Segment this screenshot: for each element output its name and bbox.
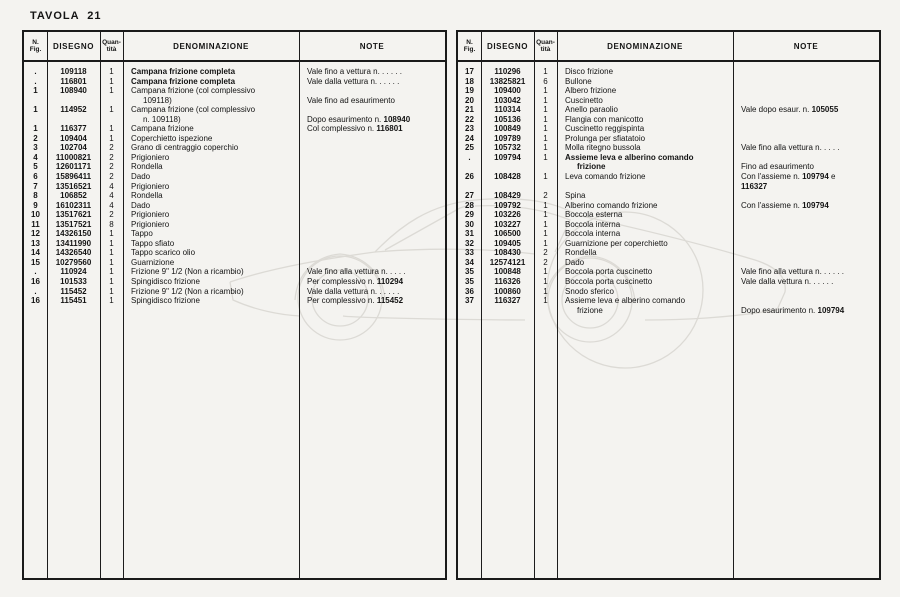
header-denominazione [123, 32, 299, 60]
denominazione-cell: Frizione 9" 1/2 (Non a ricambio) [131, 267, 244, 277]
table-row [24, 86, 445, 96]
qty-cell: 1 [109, 229, 114, 239]
table-row [24, 153, 445, 163]
qty-cell: 1 [109, 86, 114, 96]
table-row [458, 86, 879, 96]
denominazione-cell: Cuscinetto [565, 95, 603, 105]
qty-cell: 2 [109, 162, 114, 172]
table-row [24, 143, 445, 153]
qty-cell: 1 [109, 257, 114, 267]
denominazione-cell: Boccola interna [565, 229, 621, 239]
header-denominazione [557, 32, 733, 60]
disegno-cell: 110924 [60, 267, 87, 277]
denominazione-cell: Campana frizione (col complessivo [131, 86, 256, 96]
denominazione-cell: Alberino comando frizione [565, 200, 658, 210]
denominazione-cell: Boccola porta cuscinetto [565, 267, 653, 277]
table-row [24, 239, 445, 249]
table-row [24, 162, 445, 172]
table-row [458, 258, 879, 268]
qty-cell: 1 [543, 277, 548, 287]
denominazione-cell: Cuscinetto reggispinta [565, 124, 645, 134]
table-row [458, 153, 879, 163]
table-row [24, 134, 445, 144]
header-note-label: NOTE [793, 41, 819, 51]
disegno-cell: 109789 [494, 133, 521, 143]
qty-cell: 1 [543, 238, 548, 248]
table-row [24, 105, 445, 115]
denominazione-cell: Guarnizione per coperchietto [565, 238, 668, 248]
disegno-cell: 115452 [60, 286, 87, 296]
disegno-cell: 106500 [494, 229, 521, 239]
denominazione-cell: n. 109118) [143, 114, 181, 124]
disegno-cell: 115451 [60, 296, 87, 306]
disegno-cell: 101533 [60, 277, 87, 287]
disegno-cell: 116326 [494, 277, 521, 287]
denominazione-cell: Boccola esterna [565, 210, 623, 220]
disegno-cell: 16102311 [55, 200, 92, 210]
qty-cell: 1 [543, 267, 548, 277]
disegno-cell: 13411990 [55, 238, 92, 248]
note-cell: Dopo esaurimento n. 109794 [741, 305, 845, 315]
fig-cell: . [34, 67, 37, 76]
qty-cell: 1 [543, 105, 548, 115]
fig-cell: . [34, 76, 37, 86]
note-cell: Fino ad esaurimento [741, 162, 814, 172]
disegno-cell: 114952 [60, 105, 87, 115]
header-qty [534, 32, 557, 60]
denominazione-cell: Dado [131, 172, 151, 182]
table-row [24, 96, 445, 106]
table-row [458, 67, 879, 77]
header-fig-label: Fig. [463, 46, 476, 53]
disegno-cell: 13825821 [489, 76, 526, 86]
denominazione-cell: Coperchietto ispezione [131, 133, 213, 143]
denominazione-cell: Prigioniero [131, 152, 170, 162]
header-fig-label: Fig. [29, 46, 42, 53]
table-row [24, 124, 445, 134]
disegno-cell: 105732 [494, 143, 521, 153]
note-cell: Per complessivo n. 110294 [307, 277, 404, 287]
header-denominazione-label: DENOMINAZIONE [607, 41, 683, 51]
header-fig-label: N. [466, 38, 473, 46]
header-qty [100, 32, 123, 60]
disegno-cell: 14326150 [55, 229, 92, 239]
parts-table-right [456, 30, 881, 580]
denominazione-cell: Assieme leva e alberino comando [565, 296, 686, 306]
fig-cell: 19 [465, 86, 474, 96]
qty-cell: 2 [543, 191, 548, 201]
header-disegno-label: DISEGNO [486, 41, 529, 51]
qty-cell: 4 [109, 200, 114, 210]
disegno-cell: 109792 [494, 200, 521, 210]
note-cell: Col complessivo n. 116801 [307, 124, 403, 134]
disegno-cell: 102704 [60, 143, 87, 153]
denominazione-cell: Boccola porta cuscinetto [565, 277, 653, 287]
fig-cell: 1 [33, 86, 38, 96]
qty-cell: 1 [109, 267, 114, 277]
fig-cell: 23 [465, 124, 474, 134]
qty-cell: 6 [543, 76, 548, 86]
qty-cell: 1 [543, 219, 548, 229]
header-fig-label: N. [32, 38, 39, 46]
disegno-cell: 116327 [494, 296, 521, 306]
denominazione-cell: Rondella [131, 162, 163, 172]
qty-cell: 1 [543, 67, 548, 76]
denominazione-cell: Tappo sfiato [131, 238, 175, 248]
table-row [458, 306, 879, 316]
disegno-cell: 103042 [494, 95, 521, 105]
table-row [24, 248, 445, 258]
qty-cell: 2 [109, 152, 114, 162]
fig-cell: 4 [33, 152, 38, 162]
fig-cell: 26 [465, 172, 474, 182]
disegno-cell: 109405 [494, 238, 521, 248]
denominazione-cell: Prolunga per sfiatatoio [565, 133, 646, 143]
table-row [24, 115, 445, 125]
fig-cell: 2 [33, 133, 38, 143]
table-row [458, 115, 879, 125]
table-row [458, 134, 879, 144]
table-row [458, 229, 879, 239]
header-disegno [481, 32, 534, 60]
denominazione-cell: Spina [565, 191, 586, 201]
table-body [458, 62, 879, 578]
disegno-cell: 14326540 [55, 248, 92, 258]
table-row [458, 277, 879, 287]
fig-cell: 16 [31, 296, 40, 306]
table-row [458, 77, 879, 87]
disegno-cell: 13517521 [55, 219, 92, 229]
qty-cell: 1 [109, 238, 114, 248]
table-header [458, 32, 879, 62]
disegno-cell: 15896411 [55, 172, 92, 182]
note-cell: Vale dalla vettura n. . . . . . [307, 76, 400, 86]
table-row [24, 172, 445, 182]
qty-cell: 1 [109, 124, 114, 134]
fig-cell: 20 [465, 95, 474, 105]
note-cell: Vale fino alla vettura n. . . . . [307, 267, 406, 277]
qty-cell: 1 [543, 114, 548, 124]
table-row [24, 191, 445, 201]
denominazione-cell: Dado [565, 257, 585, 267]
denominazione-cell: Leva comando frizione [565, 172, 646, 182]
table-row [458, 96, 879, 106]
disegno-cell: 103227 [494, 219, 521, 229]
fig-cell: 37 [465, 296, 474, 306]
qty-cell: 1 [109, 296, 114, 306]
fig-cell: 31 [465, 229, 474, 239]
denominazione-cell: Assieme leva e alberino comando [565, 152, 694, 162]
denominazione-cell: Flangia con manicotto [565, 114, 644, 124]
denominazione-cell: 109118) [143, 95, 172, 105]
denominazione-cell: Guarnizione [131, 257, 175, 267]
note-cell: Vale fino a vettura n. . . . . . [307, 67, 403, 76]
fig-cell: 5 [33, 162, 38, 172]
denominazione-cell: Molla ritegno bussola [565, 143, 641, 153]
fig-cell: 27 [465, 191, 474, 201]
note-cell: Vale fino ad esaurimento [307, 95, 395, 105]
table-row [458, 172, 879, 182]
qty-cell: 2 [109, 210, 114, 220]
qty-cell: 4 [109, 181, 114, 191]
fig-cell: 29 [465, 210, 474, 220]
disegno-cell: 109404 [60, 133, 87, 143]
qty-cell: 1 [543, 95, 548, 105]
disegno-cell: 108429 [494, 191, 521, 201]
denominazione-cell: Tappo [131, 229, 153, 239]
parts-table-left [22, 30, 447, 580]
header-fig [458, 32, 481, 60]
denominazione-cell: Campana frizione completa [131, 67, 236, 76]
denominazione-cell: Rondella [565, 248, 597, 258]
table-row [24, 201, 445, 211]
qty-cell: 1 [109, 277, 114, 287]
denominazione-cell: Prigioniero [131, 219, 170, 229]
denominazione-cell: Rondella [131, 191, 163, 201]
qty-cell: 2 [543, 257, 548, 267]
denominazione-cell: Snodo sferico [565, 286, 614, 296]
page-title: TAVOLA 21 [30, 10, 102, 22]
qty-cell: 2 [109, 143, 114, 153]
fig-cell: 36 [465, 286, 474, 296]
table-row [24, 220, 445, 230]
qty-cell: 1 [543, 286, 548, 296]
table-body [24, 62, 445, 578]
denominazione-cell: Albero frizione [565, 86, 617, 96]
disegno-cell: 108428 [494, 172, 521, 182]
fig-cell: . [34, 286, 37, 296]
denominazione-cell: frizione [577, 305, 603, 315]
fig-cell: 9 [33, 200, 38, 210]
table-row [24, 77, 445, 87]
qty-cell: 1 [543, 133, 548, 143]
denominazione-cell: Boccola interna [565, 219, 621, 229]
denominazione-cell: Spingidisco frizione [131, 277, 200, 287]
denominazione-cell: Prigioniero [131, 210, 170, 220]
fig-cell: 24 [465, 133, 474, 143]
fig-cell: 1 [33, 105, 38, 115]
note-cell: Vale fino alla vettura n. . . . . [741, 143, 840, 153]
disegno-cell: 108940 [60, 86, 87, 96]
qty-cell: 1 [109, 105, 114, 115]
table-row [458, 124, 879, 134]
fig-cell: 17 [465, 67, 474, 76]
disegno-cell: 13517621 [55, 210, 92, 220]
table-row [458, 182, 879, 192]
denominazione-cell: Campana frizione (col complessivo [131, 105, 256, 115]
denominazione-cell: Bullone [565, 76, 592, 86]
qty-cell: 1 [543, 86, 548, 96]
denominazione-cell: Tappo scarico olio [131, 248, 196, 258]
table-row [24, 229, 445, 239]
denominazione-cell: Campana frizione [131, 124, 194, 134]
table-row [24, 277, 445, 287]
disegno-cell: 100849 [494, 124, 521, 134]
table-row [458, 296, 879, 306]
table-row [458, 210, 879, 220]
note-cell: Vale dalla vettura n. . . . . . [741, 277, 834, 287]
qty-cell: 1 [543, 296, 548, 306]
qty-cell: 1 [543, 172, 548, 182]
table-row [458, 248, 879, 258]
fig-cell: 12 [31, 229, 40, 239]
table-row [24, 258, 445, 268]
fig-cell: 35 [465, 267, 474, 277]
fig-cell: 6 [33, 172, 38, 182]
header-qty-label: Quan- [102, 38, 121, 46]
header-qty-label: Quan- [536, 38, 555, 46]
disegno-cell: 100848 [494, 267, 521, 277]
disegno-cell: 108430 [494, 248, 521, 258]
note-cell: Vale fino alla vettura n. . . . . . [741, 267, 845, 277]
disegno-cell: 116801 [60, 76, 87, 86]
fig-cell: 14 [31, 248, 40, 258]
header-qty-label: tità [106, 46, 117, 53]
table-row [24, 210, 445, 220]
table-row [458, 220, 879, 230]
denominazione-cell: Frizione 9" 1/2 (Non a ricambio) [131, 286, 244, 296]
denominazione-cell: Grano di centraggio coperchio [131, 143, 239, 153]
denominazione-cell: Anello paraolio [565, 105, 618, 115]
table-row [24, 287, 445, 297]
disegno-cell: 116377 [60, 124, 87, 134]
qty-cell: 1 [109, 133, 114, 143]
fig-cell: 35 [465, 277, 474, 287]
denominazione-cell: Dado [131, 200, 151, 210]
table-row [458, 162, 879, 172]
header-note [299, 32, 445, 60]
table-row [24, 267, 445, 277]
fig-cell: 15 [31, 257, 40, 267]
qty-cell: 1 [543, 200, 548, 210]
qty-cell: 4 [109, 191, 114, 201]
qty-cell: 1 [543, 124, 548, 134]
disegno-cell: 12601171 [55, 162, 92, 172]
fig-cell: . [468, 152, 471, 162]
fig-cell: 10 [31, 210, 40, 220]
note-cell: Vale dalla vettura n. . . . . . [307, 286, 400, 296]
fig-cell: 7 [33, 181, 38, 191]
qty-cell: 2 [543, 248, 548, 258]
header-qty-label: tità [540, 46, 551, 53]
note-cell: Con l'assieme n. 109794 [741, 200, 829, 210]
fig-cell: 3 [33, 143, 38, 153]
header-note-label: NOTE [359, 41, 385, 51]
fig-cell: 11 [31, 219, 40, 229]
disegno-cell: 10279560 [55, 257, 92, 267]
fig-cell: 33 [465, 248, 474, 258]
disegno-cell: 11000821 [55, 152, 92, 162]
header-disegno-label: DISEGNO [52, 41, 95, 51]
fig-cell: 22 [465, 114, 474, 124]
disegno-cell: 103226 [494, 210, 521, 220]
qty-cell: 1 [543, 143, 548, 153]
disegno-cell: 106852 [60, 191, 87, 201]
table-row [458, 105, 879, 115]
fig-cell: 1 [33, 124, 38, 134]
header-disegno [47, 32, 100, 60]
disegno-cell: 109400 [494, 86, 521, 96]
table-row [24, 182, 445, 192]
qty-cell: 1 [543, 229, 548, 239]
disegno-cell: 109794 [494, 152, 521, 162]
note-cell: Vale dopo esaur. n. 105055 [741, 105, 839, 115]
qty-cell: 1 [543, 210, 548, 220]
fig-cell: 25 [465, 143, 474, 153]
qty-cell: 1 [543, 152, 548, 162]
disegno-cell: 110296 [494, 67, 521, 76]
table-row [458, 143, 879, 153]
denominazione-cell: Campana frizione completa [131, 76, 236, 86]
qty-cell: 2 [109, 172, 114, 182]
note-cell: Con l'assieme n. 109794 e [741, 172, 836, 182]
fig-cell: 34 [465, 257, 474, 267]
table-row [24, 296, 445, 306]
table-row [458, 191, 879, 201]
disegno-cell: 109118 [60, 67, 87, 76]
fig-cell: 28 [465, 200, 474, 210]
denominazione-cell: Prigioniero [131, 181, 170, 191]
qty-cell: 1 [109, 248, 114, 258]
fig-cell: 16 [31, 277, 40, 287]
disegno-cell: 110314 [494, 105, 521, 115]
denominazione-cell: frizione [577, 162, 606, 172]
table-row [458, 239, 879, 249]
fig-cell: 18 [465, 76, 474, 86]
table-row [24, 67, 445, 77]
fig-cell: 32 [465, 238, 474, 248]
disegno-cell: 100860 [494, 286, 521, 296]
note-cell: Per complessivo n. 115452 [307, 296, 404, 306]
qty-cell: 1 [109, 286, 114, 296]
fig-cell: . [34, 267, 37, 277]
fig-cell: 21 [465, 105, 474, 115]
note-cell: Dopo esaurimento n. 108940 [307, 114, 411, 124]
header-fig [24, 32, 47, 60]
table-row [458, 267, 879, 277]
fig-cell: 13 [31, 238, 40, 248]
disegno-cell: 12574121 [489, 257, 526, 267]
table-row [458, 201, 879, 211]
fig-cell: 8 [33, 191, 38, 201]
fig-cell: 30 [465, 219, 474, 229]
table-row [458, 287, 879, 297]
header-denominazione-label: DENOMINAZIONE [173, 41, 249, 51]
denominazione-cell: Disco frizione [565, 67, 614, 76]
disegno-cell: 105136 [494, 114, 521, 124]
qty-cell: 1 [109, 67, 114, 76]
disegno-cell: 13516521 [55, 181, 92, 191]
table-header [24, 32, 445, 62]
qty-cell: 1 [109, 76, 114, 86]
note-cell: 116327 [741, 181, 768, 191]
denominazione-cell: Spingidisco frizione [131, 296, 200, 306]
qty-cell: 8 [109, 219, 114, 229]
header-note [733, 32, 879, 60]
